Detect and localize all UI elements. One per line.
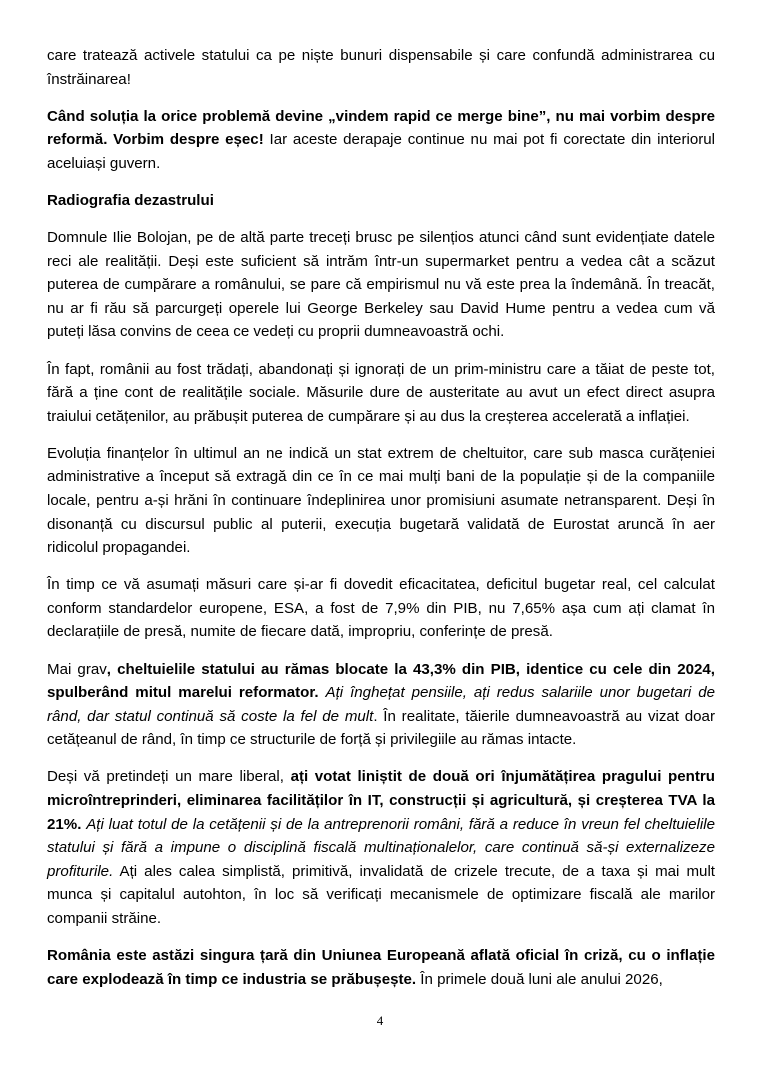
paragraph-text: În primele două luni ale anului 2026, <box>416 970 663 988</box>
document-body <box>47 44 715 1005</box>
paragraph-text: Iar aceste derapaje continue nu mai pot fi corectate din interiorul aceluiași guvern. <box>47 131 715 172</box>
bold-statement: , cheltuielile statului au rămas blocate la 43,3% din PIB, identice cu cele din 2024, spulberând mitul marelui reformator. <box>47 660 715 702</box>
paragraph-text: Ați ales calea simplistă, primitivă, invalidată de crizele trecute, de a taxa și mai mult munca și capitalul autohton, în loc să verificați mecanismele de optimizare fiscală ale marilor companii străine. <box>47 862 715 927</box>
paragraph-reform-failure <box>47 105 715 176</box>
paragraph-text: Domnule Ilie Bolojan, pe de altă parte treceți brusc pe silențios atunci când sunt evidențiate datele reci ale realității. Deși este suficient să intrăm într-un supermarket pentru a vedea cât a scăzut puterea de cumpărare a românului, se pare că empirismul nu vă este prea la îndemână. În treacăt, nu ar fi rău să parcurgeți operele lui George Berkeley sau David Hume pentru a vedea cum vă puteți lăsa convins de ceea ce vedeți cu proprii dumneavoastră ochi. <box>47 229 715 341</box>
paragraph-empiricism <box>47 226 715 344</box>
paragraph-crisis <box>47 944 715 991</box>
section-heading: Radiografia dezastrului <box>47 191 214 209</box>
italic-statement: Ați luat totul de la cetățenii și de la antreprenorii români, fără a reduce în vreun fel cheltuielile statului și fără a impune o disciplină fiscală multinaționalelor, care continuă să-și externalizeze profiturile. <box>47 815 715 880</box>
page-number: 4 <box>376 1013 384 1028</box>
bold-statement: România este astăzi singura țară din Uniunea Europeană aflată oficial în criză, cu o inflație care explodează în timp ce industria se prăbușește. <box>47 947 715 988</box>
paragraph-deficit <box>47 573 715 644</box>
italic-statement: Ați înghețat pensiile, ați redus salariile unor bugetari de rând, dar statul continuă să coste la fel de mult <box>47 684 715 725</box>
paragraph-continuation <box>47 44 715 91</box>
bold-statement: Când soluția la orice problemă devine „vindem rapid ce merge bine”, nu mai vorbim despre reformă. Vorbim despre eșec! <box>47 107 715 149</box>
paragraph-text: Deși vă pretindeți un mare liberal, <box>47 768 291 786</box>
paragraph-text: . În realitate, tăierile dumneavoastră au vizat doar cetățeanul de rând, în timp ce structurile de forță și privilegiile au rămas intacte. <box>47 707 715 749</box>
space <box>319 684 326 701</box>
paragraph-text: În timp ce vă asumați măsuri care și-ar fi dovedit eficacitatea, deficitul bugetar real, cel calculat conform standardelor europene, ESA, a fost de 7,9% din PIB, nu 7,65% așa cum ați clamat în declarațiile de presă, numite de fiecare dată, impropriu, conferințe de presă. <box>47 576 715 641</box>
paragraph-liberal <box>47 765 715 930</box>
paragraph-spending <box>47 658 715 752</box>
paragraph-finances <box>47 442 715 560</box>
paragraph-text: care tratează activele statului ca pe niște bunuri dispensabile și care confundă administrarea cu înstrăinarea! <box>47 47 715 88</box>
paragraph-text: În fapt, românii au fost trădați, abandonați și ignorați de un prim-ministru care a tăiat de peste tot, fără a ține cont de realitățile sociale. Măsurile dure de austeritate au avut un efect direct asupra traiului cetățenilor, au prăbușit puterea de cumpărare și au dus la creșterea accelerată a inflației. <box>47 360 715 425</box>
bold-statement: ați votat liniștit de două ori înjumătățirea pragului pentru microîntreprinderi, eliminarea facilităților în IT, construcții și agricultură, și creșterea TVA la 21%. <box>47 768 715 833</box>
paragraph-text: Mai grav <box>47 660 107 678</box>
paragraph-text: Evoluția finanțelor în ultimul an ne indică un stat extrem de cheltuitor, care sub masca curățeniei administrative a început să extragă din ce în ce mai mulți bani de la populație și de la companiile locale, pentru a-și hrăni în continuare îndeplinirea unor promisiuni asumate netransparent. Deși în disonanță cu discursul public al puterii, execuția bugetară validată de Eurostat aruncă în aer ridicolul propagandei. <box>47 444 715 557</box>
paragraph-betrayal <box>47 358 715 429</box>
